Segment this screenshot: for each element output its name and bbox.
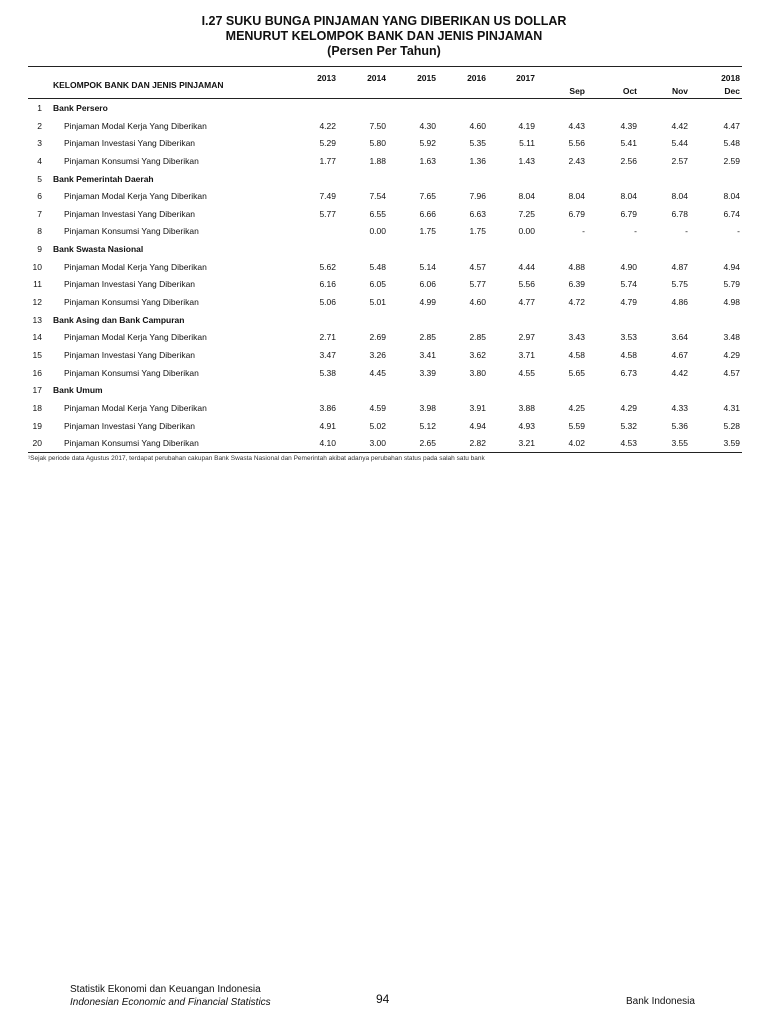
year-header: 2013 — [317, 73, 336, 83]
rate-cell: 5.06 — [319, 297, 336, 308]
rate-cell: - — [737, 226, 740, 237]
rate-cell: 7.54 — [369, 191, 386, 202]
rate-cell: 3.53 — [620, 332, 637, 343]
footnote: ¹Sejak periode data Agustus 2017, terdapat perubahan cakupan Bank Swasta Nasional dan Pemerintah akibat adanya perubahan status pada salah satu bank — [28, 455, 485, 462]
rate-cell: 5.48 — [369, 261, 386, 272]
rate-cell: 4.90 — [620, 261, 637, 272]
rate-cell: 4.10 — [319, 438, 336, 449]
rate-cell: 4.53 — [620, 438, 637, 449]
loan-type-label: Pinjaman Modal Kerja Yang Diberikan — [64, 261, 207, 272]
table-row — [0, 347, 768, 365]
rate-cell: 5.56 — [518, 279, 535, 290]
loan-type-label: Pinjaman Konsumsi Yang Diberikan — [64, 155, 199, 166]
rate-cell: 6.74 — [723, 208, 740, 219]
rate-cell: 4.77 — [518, 297, 535, 308]
rate-cell: 4.57 — [723, 367, 740, 378]
year-header: 2016 — [467, 73, 486, 83]
table-row — [0, 259, 768, 277]
row-number: 11 — [33, 279, 42, 290]
rate-cell: 0.00 — [518, 226, 535, 237]
rate-cell: 4.99 — [419, 297, 436, 308]
year-header: 2015 — [417, 73, 436, 83]
table-row — [0, 329, 768, 347]
rate-cell: - — [685, 226, 688, 237]
row-number: 20 — [32, 438, 42, 449]
rate-cell: 6.66 — [419, 208, 436, 219]
month-header: Nov — [671, 86, 688, 96]
row-number: 7 — [37, 208, 42, 219]
rate-cell: 3.21 — [518, 438, 535, 449]
rate-cell: 0.00 — [369, 226, 386, 237]
row-number: 17 — [32, 385, 42, 396]
footer-title-id: Statistik Ekonomi dan Keuangan Indonesia — [70, 984, 261, 995]
page-title — [0, 14, 768, 59]
table-top-rule — [28, 66, 742, 67]
group-label: Bank Umum — [53, 385, 103, 396]
rate-cell: 3.80 — [469, 367, 486, 378]
rate-cell: 4.58 — [620, 349, 637, 360]
rate-cell: 4.02 — [568, 438, 585, 449]
table-row — [0, 276, 768, 294]
rate-cell: 4.98 — [723, 297, 740, 308]
rate-cell: 4.60 — [469, 120, 486, 131]
rate-cell: 1.88 — [369, 155, 386, 166]
rate-cell: 6.55 — [369, 208, 386, 219]
row-number: 3 — [37, 138, 42, 149]
loan-type-label: Pinjaman Konsumsi Yang Diberikan — [64, 438, 199, 449]
rate-cell: 1.77 — [319, 155, 336, 166]
rate-cell: 5.38 — [319, 367, 336, 378]
rate-cell: 5.65 — [568, 367, 585, 378]
rate-cell: 4.57 — [469, 261, 486, 272]
table-body — [0, 100, 768, 453]
rate-cell: 1.75 — [469, 226, 486, 237]
table-row — [0, 100, 768, 118]
rate-cell: - — [634, 226, 637, 237]
loan-type-label: Pinjaman Modal Kerja Yang Diberikan — [64, 332, 207, 343]
loan-type-label: Pinjaman Modal Kerja Yang Diberikan — [64, 191, 207, 202]
rate-cell: 6.78 — [671, 208, 688, 219]
rate-cell: 2.57 — [671, 155, 688, 166]
group-label: Bank Pemerintah Daerah — [53, 173, 154, 184]
rate-cell: 3.43 — [568, 332, 585, 343]
month-header: Dec — [724, 86, 740, 96]
row-number: 10 — [32, 261, 42, 272]
rate-cell: 4.45 — [369, 367, 386, 378]
rate-cell: 3.48 — [723, 332, 740, 343]
row-number: 4 — [37, 155, 42, 166]
rate-cell: 2.69 — [369, 332, 386, 343]
row-number: 5 — [37, 173, 42, 184]
rate-cell: 3.59 — [723, 438, 740, 449]
rate-cell: 5.77 — [319, 208, 336, 219]
year-header: 2017 — [516, 73, 535, 83]
rate-cell: 5.29 — [319, 138, 336, 149]
rate-cell: 3.91 — [469, 402, 486, 413]
rate-cell: 3.64 — [671, 332, 688, 343]
rate-cell: 5.59 — [568, 420, 585, 431]
year-header: 2014 — [367, 73, 386, 83]
table-header-rule — [28, 98, 742, 99]
row-number: 9 — [37, 244, 42, 255]
rate-cell: 4.72 — [568, 297, 585, 308]
rate-cell: 6.79 — [620, 208, 637, 219]
rate-cell: 4.87 — [671, 261, 688, 272]
rate-cell: 5.62 — [319, 261, 336, 272]
row-number: 12 — [32, 297, 42, 308]
rate-cell: 6.16 — [319, 279, 336, 290]
rate-cell: 5.36 — [671, 420, 688, 431]
rate-cell: 2.65 — [419, 438, 436, 449]
title-line-3: (Persen Per Tahun) — [327, 44, 441, 58]
rate-cell: 1.63 — [419, 155, 436, 166]
loan-type-label: Pinjaman Modal Kerja Yang Diberikan — [64, 402, 207, 413]
rate-cell: 5.75 — [671, 279, 688, 290]
row-number: 2 — [37, 120, 42, 131]
rate-cell: 5.92 — [419, 138, 436, 149]
row-number: 1 — [37, 103, 42, 113]
loan-type-label: Pinjaman Konsumsi Yang Diberikan — [64, 367, 199, 378]
rate-cell: 3.98 — [419, 402, 436, 413]
rate-cell: 1.36 — [469, 155, 486, 166]
rate-cell: 7.49 — [319, 191, 336, 202]
rate-cell: 4.42 — [671, 367, 688, 378]
row-number: 15 — [32, 349, 42, 360]
rate-cell: 2.56 — [620, 155, 637, 166]
rate-cell: 4.60 — [469, 297, 486, 308]
table-row — [0, 118, 768, 136]
table-row — [0, 312, 768, 330]
rate-cell: 5.35 — [469, 138, 486, 149]
rate-cell: 4.22 — [319, 120, 336, 131]
table-row — [0, 400, 768, 418]
rate-cell: 5.01 — [369, 297, 386, 308]
rate-cell: 4.55 — [518, 367, 535, 378]
rate-cell: 3.00 — [369, 438, 386, 449]
row-number: 19 — [32, 420, 42, 431]
group-label: Bank Persero — [53, 103, 108, 113]
title-line-1: I.27 SUKU BUNGA PINJAMAN YANG DIBERIKAN US DOLLAR — [201, 14, 567, 28]
rate-cell: 3.39 — [419, 367, 436, 378]
rate-cell: 4.93 — [518, 420, 535, 431]
rate-cell: 4.94 — [469, 420, 486, 431]
rate-cell: 5.77 — [469, 279, 486, 290]
rate-cell: 4.30 — [419, 120, 436, 131]
footer-title-en: Indonesian Economic and Financial Statistics — [70, 997, 271, 1008]
rate-cell: 3.71 — [518, 349, 535, 360]
rate-cell: 2.97 — [518, 332, 535, 343]
table-row — [0, 206, 768, 224]
rate-cell: 5.14 — [419, 261, 436, 272]
group-label: Bank Swasta Nasional — [53, 244, 144, 255]
rate-cell: 4.91 — [319, 420, 336, 431]
page-number: 94 — [376, 992, 390, 1006]
row-number: 6 — [37, 191, 42, 202]
table-row — [0, 171, 768, 189]
rate-cell: 5.79 — [723, 279, 740, 290]
row-number: 13 — [32, 314, 42, 325]
rate-cell: 1.43 — [518, 155, 535, 166]
rate-cell: 3.41 — [419, 349, 436, 360]
rate-cell: 6.73 — [620, 367, 637, 378]
rate-cell: 7.25 — [518, 208, 535, 219]
rate-cell: 4.59 — [369, 402, 386, 413]
table-row — [0, 223, 768, 241]
rate-cell: 5.48 — [723, 138, 740, 149]
rate-cell: 4.25 — [568, 402, 585, 413]
loan-type-label: Pinjaman Investasi Yang Diberikan — [64, 420, 196, 431]
rate-cell: 8.04 — [723, 191, 740, 202]
rate-cell: 8.04 — [671, 191, 688, 202]
rate-cell: 2.59 — [723, 155, 740, 166]
rate-cell: 5.28 — [723, 420, 740, 431]
row-number: 18 — [32, 402, 42, 413]
loan-type-label: Pinjaman Modal Kerja Yang Diberikan — [64, 120, 207, 131]
rate-cell: - — [582, 226, 585, 237]
rate-cell: 5.56 — [568, 138, 585, 149]
table-row — [0, 135, 768, 153]
table-row — [0, 241, 768, 259]
rate-cell: 4.29 — [620, 402, 637, 413]
rate-cell: 2.85 — [419, 332, 436, 343]
table-bottom-rule — [28, 452, 742, 453]
row-number: 14 — [32, 332, 42, 343]
rate-cell: 5.80 — [369, 138, 386, 149]
rate-cell: 1.75 — [419, 226, 436, 237]
rate-cell: 4.31 — [723, 402, 740, 413]
rate-cell: 5.02 — [369, 420, 386, 431]
rate-cell: 5.32 — [620, 420, 637, 431]
rate-cell: 6.39 — [568, 279, 585, 290]
loan-type-label: Pinjaman Investasi Yang Diberikan — [64, 279, 196, 290]
footer-publisher: Bank Indonesia — [626, 996, 695, 1007]
rate-cell: 3.62 — [469, 349, 486, 360]
loan-type-label: Pinjaman Konsumsi Yang Diberikan — [64, 297, 199, 308]
rate-cell: 3.88 — [518, 402, 535, 413]
year-header-2018: 2018 — [721, 73, 740, 83]
rate-cell: 6.05 — [369, 279, 386, 290]
table-row — [0, 188, 768, 206]
rate-cell: 3.26 — [369, 349, 386, 360]
month-header: Sep — [569, 86, 585, 96]
rate-cell: 5.74 — [620, 279, 637, 290]
rate-cell: 4.67 — [671, 349, 688, 360]
rate-cell: 7.96 — [469, 191, 486, 202]
loan-type-label: Pinjaman Investasi Yang Diberikan — [64, 138, 196, 149]
rate-cell: 5.41 — [620, 138, 637, 149]
loan-type-label: Pinjaman Investasi Yang Diberikan — [64, 208, 196, 219]
table-row — [0, 382, 768, 400]
table-row — [0, 153, 768, 171]
table-row — [0, 365, 768, 383]
rate-cell: 5.44 — [671, 138, 688, 149]
rate-cell: 4.42 — [671, 120, 688, 131]
rate-cell: 3.55 — [671, 438, 688, 449]
rate-cell: 4.19 — [518, 120, 535, 131]
row-number: 16 — [32, 367, 42, 378]
group-label: Bank Asing dan Bank Campuran — [53, 314, 185, 325]
loan-type-label: Pinjaman Investasi Yang Diberikan — [64, 349, 196, 360]
table-row — [0, 294, 768, 312]
rate-cell: 4.47 — [723, 120, 740, 131]
rate-cell: 2.43 — [568, 155, 585, 166]
rate-cell: 4.79 — [620, 297, 637, 308]
table-row — [0, 435, 768, 453]
rate-cell: 4.33 — [671, 402, 688, 413]
rate-cell: 6.63 — [469, 208, 486, 219]
rate-cell: 4.88 — [568, 261, 585, 272]
rate-cell: 3.47 — [319, 349, 336, 360]
rate-cell: 8.04 — [518, 191, 535, 202]
row-header-label: KELOMPOK BANK DAN JENIS PINJAMAN — [53, 80, 224, 90]
rate-cell: 4.44 — [518, 261, 535, 272]
rate-cell: 3.86 — [319, 402, 336, 413]
row-number: 8 — [37, 226, 42, 237]
rate-cell: 8.04 — [568, 191, 585, 202]
rate-cell: 6.79 — [568, 208, 585, 219]
rate-cell: 4.94 — [723, 261, 740, 272]
rate-cell: 7.65 — [419, 191, 436, 202]
rate-cell: 2.85 — [469, 332, 486, 343]
title-line-2: MENURUT KELOMPOK BANK DAN JENIS PINJAMAN — [225, 29, 543, 43]
rate-cell: 2.82 — [469, 438, 486, 449]
rate-cell: 4.43 — [568, 120, 585, 131]
rate-cell: 5.12 — [419, 420, 436, 431]
rate-cell: 8.04 — [620, 191, 637, 202]
rate-cell: 5.11 — [519, 138, 535, 149]
rate-cell: 6.06 — [419, 279, 436, 290]
table-row — [0, 418, 768, 436]
rate-cell: 4.58 — [568, 349, 585, 360]
rate-cell: 4.86 — [671, 297, 688, 308]
month-header: Oct — [622, 86, 637, 96]
rate-cell: 7.50 — [369, 120, 386, 131]
loan-type-label: Pinjaman Konsumsi Yang Diberikan — [64, 226, 199, 237]
rate-cell: 4.29 — [723, 349, 740, 360]
rate-cell: 4.39 — [620, 120, 637, 131]
footer-publication — [70, 983, 271, 1009]
rate-cell: 2.71 — [319, 332, 336, 343]
